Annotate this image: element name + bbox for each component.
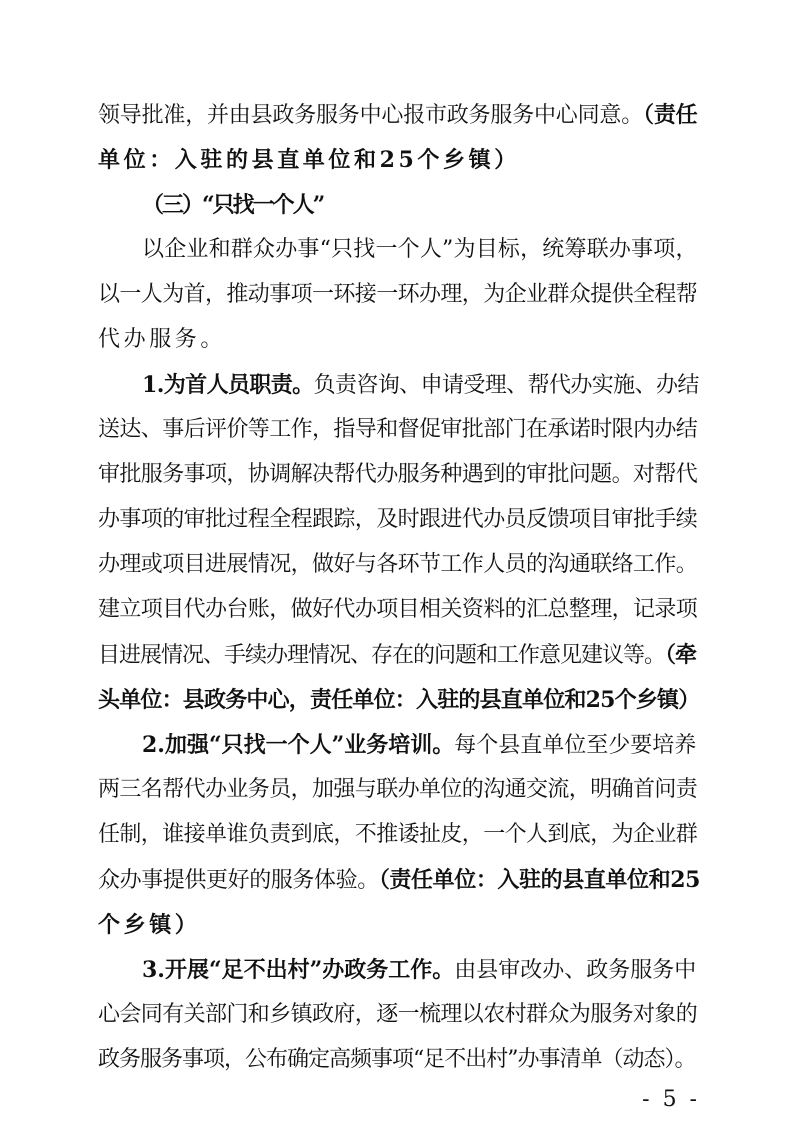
line-22-text: 政务服务事项，公布确定高频事项“足不出村”办事清单（动态）。 (98, 1047, 696, 1072)
line-20-text: 由县审改办、政务服务中 (454, 958, 697, 983)
line-15-text: 每个县直单位至少要培养 (454, 733, 697, 758)
line-19-bold: 个乡镇） (98, 912, 201, 938)
line-8-text: 送达、事后评价等工作，指导和督促审批部门在承诺时限内办结 (98, 417, 698, 442)
line-21-text: 心会同有关部门和乡镇政府，逐一梳理以农村群众为服务对象的 (98, 1002, 698, 1027)
line-7-text: 负责咨询、申请受理、帮代办实施、办结 (313, 373, 699, 398)
line-9-text: 审批服务事项，协调解决帮代办服务种遇到的审批问题。对帮代 (98, 462, 698, 487)
line-13-bold: （牵 (665, 642, 697, 668)
text-line-22 (98, 1034, 698, 1086)
section-heading-text: （三）“只找一个人” (142, 192, 324, 218)
line-18-text: 众办事提供更好的服务体验。 (98, 868, 379, 893)
line-14-bold: 头单位：县政务中心，责任单位：入驻的县直单位和25个乡镇） (98, 687, 700, 713)
item-1-title: 1.为首人员职责。 (142, 372, 314, 398)
line-12-text: 建立项目代办台账，做好代办项目相关资料的汇总整理，记录项 (98, 597, 698, 622)
line-1-text: 领导批准，并由县政务服务中心报市政务服务中心同意。 (98, 103, 644, 128)
line-18-bold: （责任单位：入驻的县直单位和25 (378, 867, 701, 893)
line-13-text: 目进展情况、手续办理情况、存在的问题和工作意见建议等。 (98, 643, 666, 668)
line-2-bold: 单位：入驻的县直单位和25个乡镇） (98, 147, 520, 173)
item-2-title: 2.加强“只找一个人”业务培训。 (142, 732, 455, 758)
line-6-text: 代办服务。 (98, 327, 227, 352)
line-16-text: 两三名帮代办业务员，加强与联办单位的沟通交流，明确首问责 (98, 777, 698, 802)
line-11-text: 办理或项目进展情况，做好与各环节工作人员的沟通联络工作。 (98, 552, 698, 577)
line-1-bold: （责任 (643, 102, 698, 128)
line-5-text: 以一人为首，推动事项一环接一环办理，为企业群众提供全程帮 (98, 282, 698, 307)
line-4-text: 以企业和群众办事“只找一个人”为目标，统筹联办事项， (142, 237, 698, 262)
line-17-text: 任制，谁接单谁负责到底，不推诿扯皮，一个人到底，为企业群 (98, 822, 698, 847)
line-10-text: 办事项的审批过程全程跟踪，及时跟进代办员反馈项目审批手续 (98, 507, 698, 532)
page-number: - 5 - (642, 1087, 700, 1112)
item-3-title: 3.开展“足不出村”办政务工作。 (142, 957, 455, 983)
